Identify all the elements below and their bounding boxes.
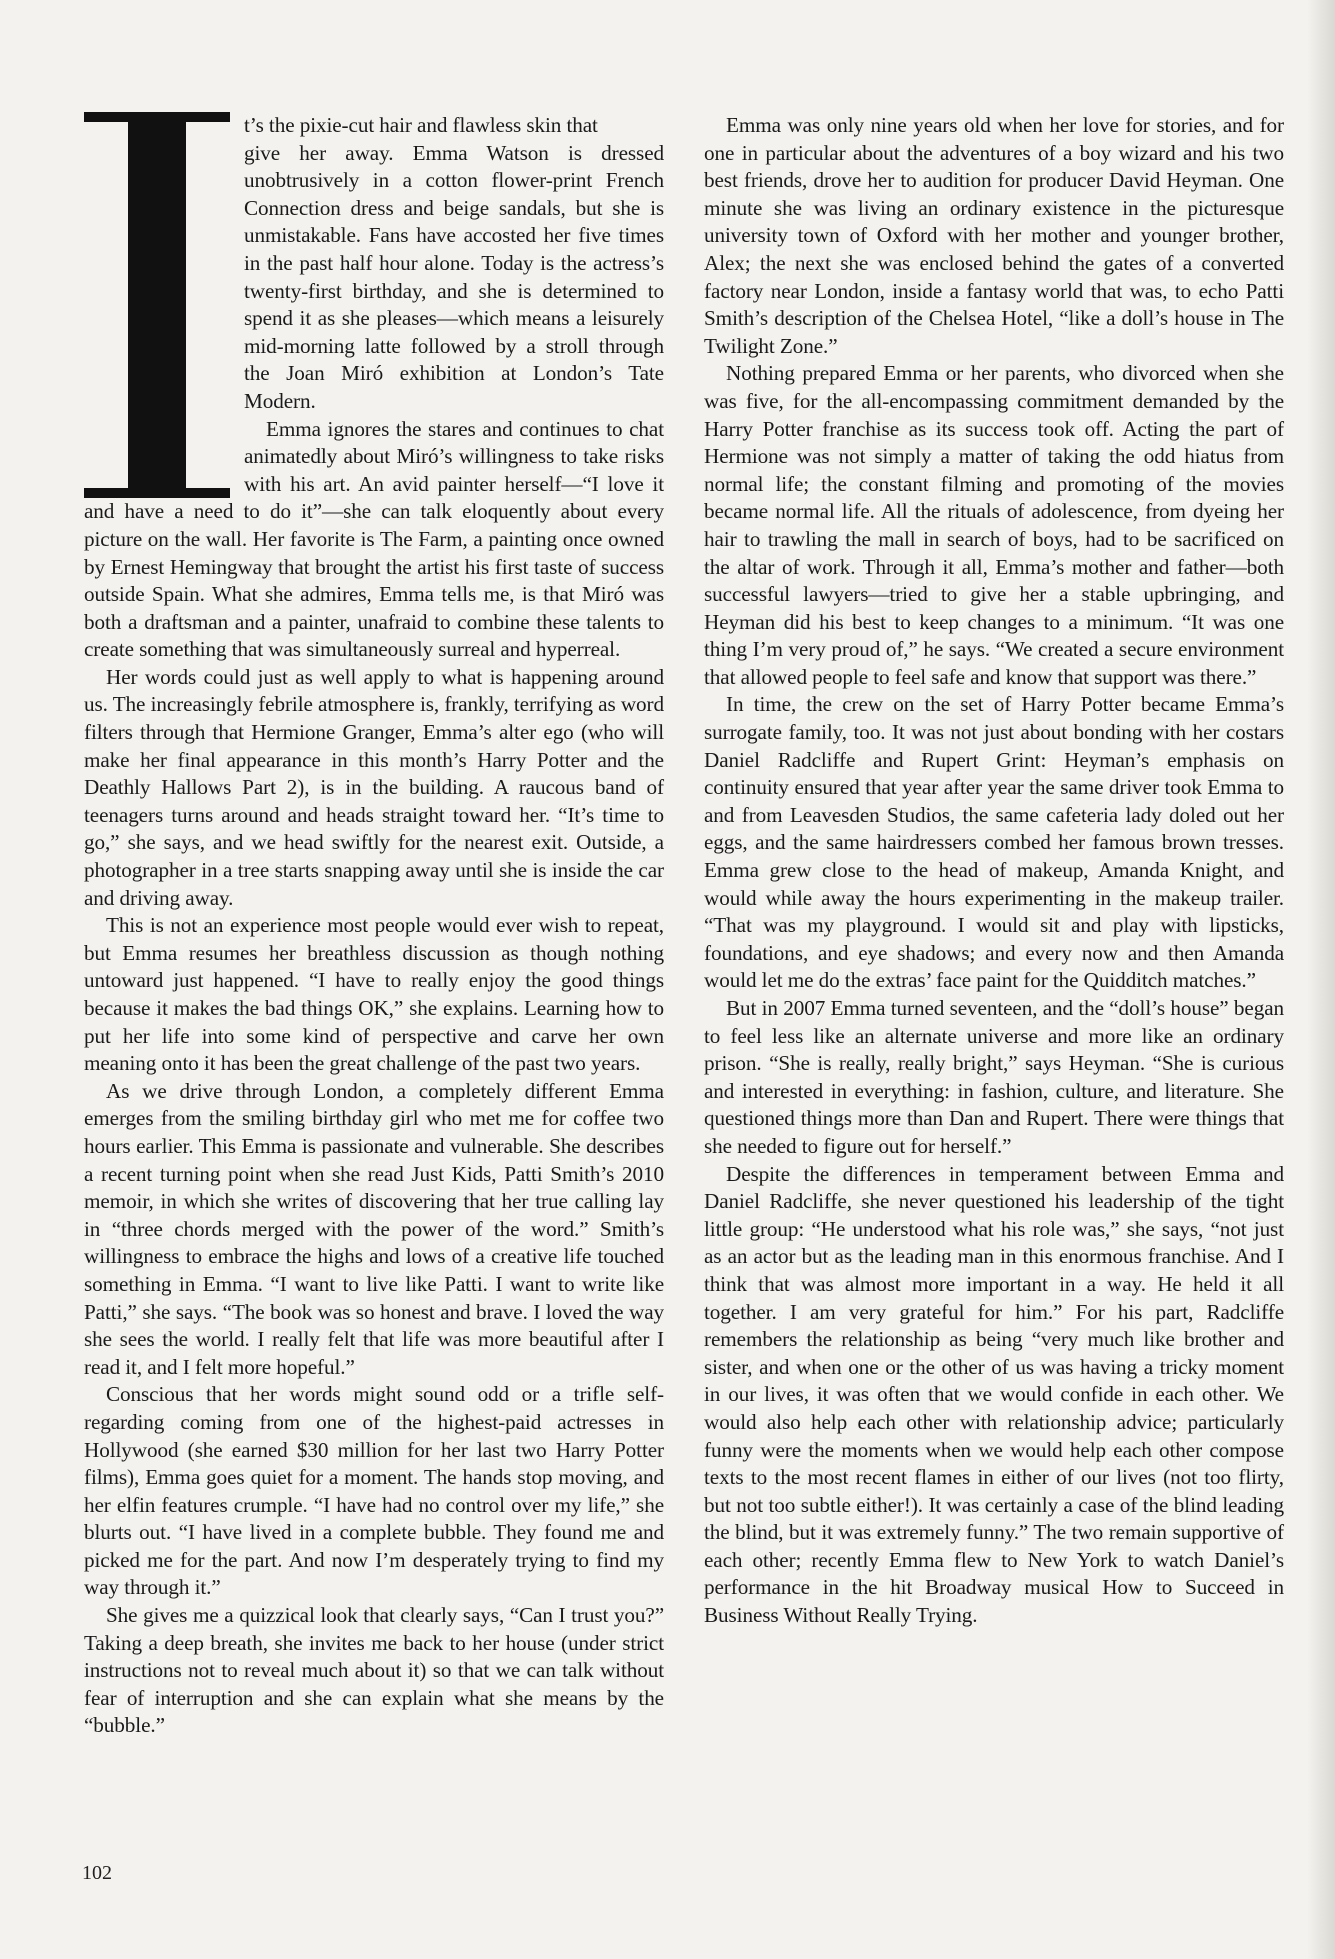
- article-column-left: [84, 112, 664, 1740]
- lead-first-line: t’s the pixie-cut hair and flawless skin that: [244, 113, 598, 137]
- paragraph: She gives me a quizzical look that clearly says, “Can I trust you?” Taking a deep breath, she invites me back to her house (under strict instructions not to reveal much about it) so that we can talk without fear of interruption and she can explain what she means by the “bubble.”: [84, 1603, 664, 1738]
- article-column-right: [704, 112, 1284, 1630]
- drop-cap-glyph: [84, 112, 230, 498]
- paragraph: This is not an experience most people would ever wish to repeat, but Emma resumes her breathless discussion as though nothing untoward just happened. “I have to really enjoy the good things because it makes the bad things OK,” she explains. Learning how to put her life into some kind of perspective and carve her own meaning onto it has been the great challenge of the past two years.: [84, 913, 664, 1076]
- paragraph: Emma ignores the stares and continues to chat animatedly about Miró’s willingness to take risks with his art. An avid painter herself—“I love it and have a need to do it”—she can talk eloquently about every picture on the wall. Her favorite is The Farm, a painting once owned by Ernest Hemingway that brought the artist his first taste of success outside Spain. What she admires, Emma tells me, is that Miró was both a draftsman and a painter, unafraid to combine these talents to create something that was simultaneously surreal and hyperreal.: [84, 416, 664, 662]
- paragraph: Her words could just as well apply to what is happening around us. The increasingly febrile atmosphere is, frankly, terrifying as word filters through that Hermione Granger, Emma’s alter ego (who will make her final appearance in this month’s Harry Potter and the Deathly Hallows Part 2), is in the building. A raucous band of teenagers turns around and heads straight toward her. “It’s time to go,” she says, and we head swiftly for the nearest exit. Outside, a photographer in a tree starts snapping away until she is inside the car and driving away.: [84, 664, 664, 910]
- page-number: 102: [82, 1862, 112, 1884]
- paragraph: In time, the crew on the set of Harry Potter became Emma’s surrogate family, too. It was not just about bonding with her costars Daniel Radcliffe and Rupert Grint: Heyman’s emphasis on continuity ensured that year after year the same driver took Emma to and from Leavesden Studios, the same cafeteria lady doled out her eggs, and the same hairdressers combed her famous brown tresses. Emma grew close to the head of makeup, Amanda Knight, and would while away the hours experimenting in the makeup trailer. “That was my playground. I would sit and play with lipsticks, foundations, and eye shadows; and every now and then Amanda would let me do the extras’ face paint for the Quidditch matches.”: [704, 692, 1284, 993]
- paragraph: give her away. Emma Watson is dressed unobtrusively in a cotton flower-print French Connection dress and beige sandals, but she is unmistakable. Fans have accosted her five times in the past half hour alone. Today is the actress’s twenty-first birthday, and she is determined to spend it as she pleases—which means a leisurely mid-morning latte followed by a stroll through the Joan Miró exhibition at London’s Tate Modern.: [244, 140, 664, 413]
- page-edge-shadow: [1307, 0, 1335, 1959]
- paragraph: Despite the differences in temperament between Emma and Daniel Radcliffe, she never questioned his leadership of the tight little group: “He understood what his role was,” she says, “not just as an actor but as the leading man in this enormous franchise. And I think that was almost more important in a way. He held it all together. I am very grateful for him.” For his part, Radcliffe remembers the relationship as being “very much like brother and sister, and when one or the other of us was having a tricky moment in our lives, it was often that we would confide in each other. We would also help each other with relationship advice; particularly funny were the moments when we would help each other compose texts to the most recent flames in either of our lives (not too flirty, but not too subtle either!). It was certainly a case of the blind leading the blind, but it was extremely funny.” The two remain supportive of each other; recently Emma flew to New York to watch Daniel’s performance in the hit Broadway musical How to Succeed in Business Without Really Trying.: [704, 1161, 1284, 1628]
- paragraph: Conscious that her words might sound odd or a trifle self-regarding coming from one of the highest-paid actresses in Hollywood (she earned $30 million for her last two Harry Potter films), Emma goes quiet for a moment. The hands stop moving, and her elfin features crumple. “I have had no control over my life,” she blurts out. “I have lived in a complete bubble. They found me and picked me for the part. And now I’m desperately trying to find my way through it.”: [84, 1382, 664, 1600]
- paragraph: Nothing prepared Emma or her parents, who divorced when she was five, for the all-encompassing commitment demanded by the Harry Potter franchise as its success took off. Acting the part of Hermione was not simply a matter of taking the odd hiatus from normal life; the constant filming and promoting of the movies became normal life. All the rituals of adolescence, from dyeing her hair to trawling the mall in search of boys, had to be sacrificed on the altar of work. Through it all, Emma’s mother and father—both successful lawyers—tried to give her a stable upbringing, and Heyman did his best to keep changes to a minimum. “It was one thing I’m very proud of,” he says. “We created a secure environment that allowed people to feel safe and know that support was there.”: [704, 361, 1284, 689]
- drop-cap: [84, 112, 230, 498]
- paragraph: But in 2007 Emma turned seventeen, and the “doll’s house” began to feel less like an alternate universe and more like an ordinary prison. “She is really, really bright,” says Heyman. “She is curious and interested in everything: in fashion, culture, and literature. She questioned things more than Dan and Rupert. There were things that she needed to figure out for herself.”: [704, 996, 1284, 1158]
- paragraph: As we drive through London, a completely different Emma emerges from the smiling birthday girl who met me for coffee two hours earlier. This Emma is passionate and vulnerable. She describes a recent turning point when she read Just Kids, Patti Smith’s 2010 memoir, in which she writes of discovering that her true calling lay in “three chords merged with the power of the word.” Smith’s willingness to embrace the highs and lows of a creative life touched something in Emma. “I want to live like Patti. I want to write like Patti,” she says. “The book was so honest and brave. I loved the way she sees the world. I really felt that life was more beautiful after I read it, and I felt more hopeful.”: [84, 1078, 664, 1379]
- paragraph: Emma was only nine years old when her love for stories, and for one in particular about the adventures of a boy wizard and his two best friends, drove her to audition for producer David Heyman. One minute she was living an ordinary existence in the picturesque university town of Oxford with her mother and younger brother, Alex; the next she was enclosed behind the gates of a converted factory near London, inside a fantasy world that was, to echo Patti Smith’s description of the Chelsea Hotel, “like a doll’s house in The Twilight Zone.”: [704, 113, 1284, 358]
